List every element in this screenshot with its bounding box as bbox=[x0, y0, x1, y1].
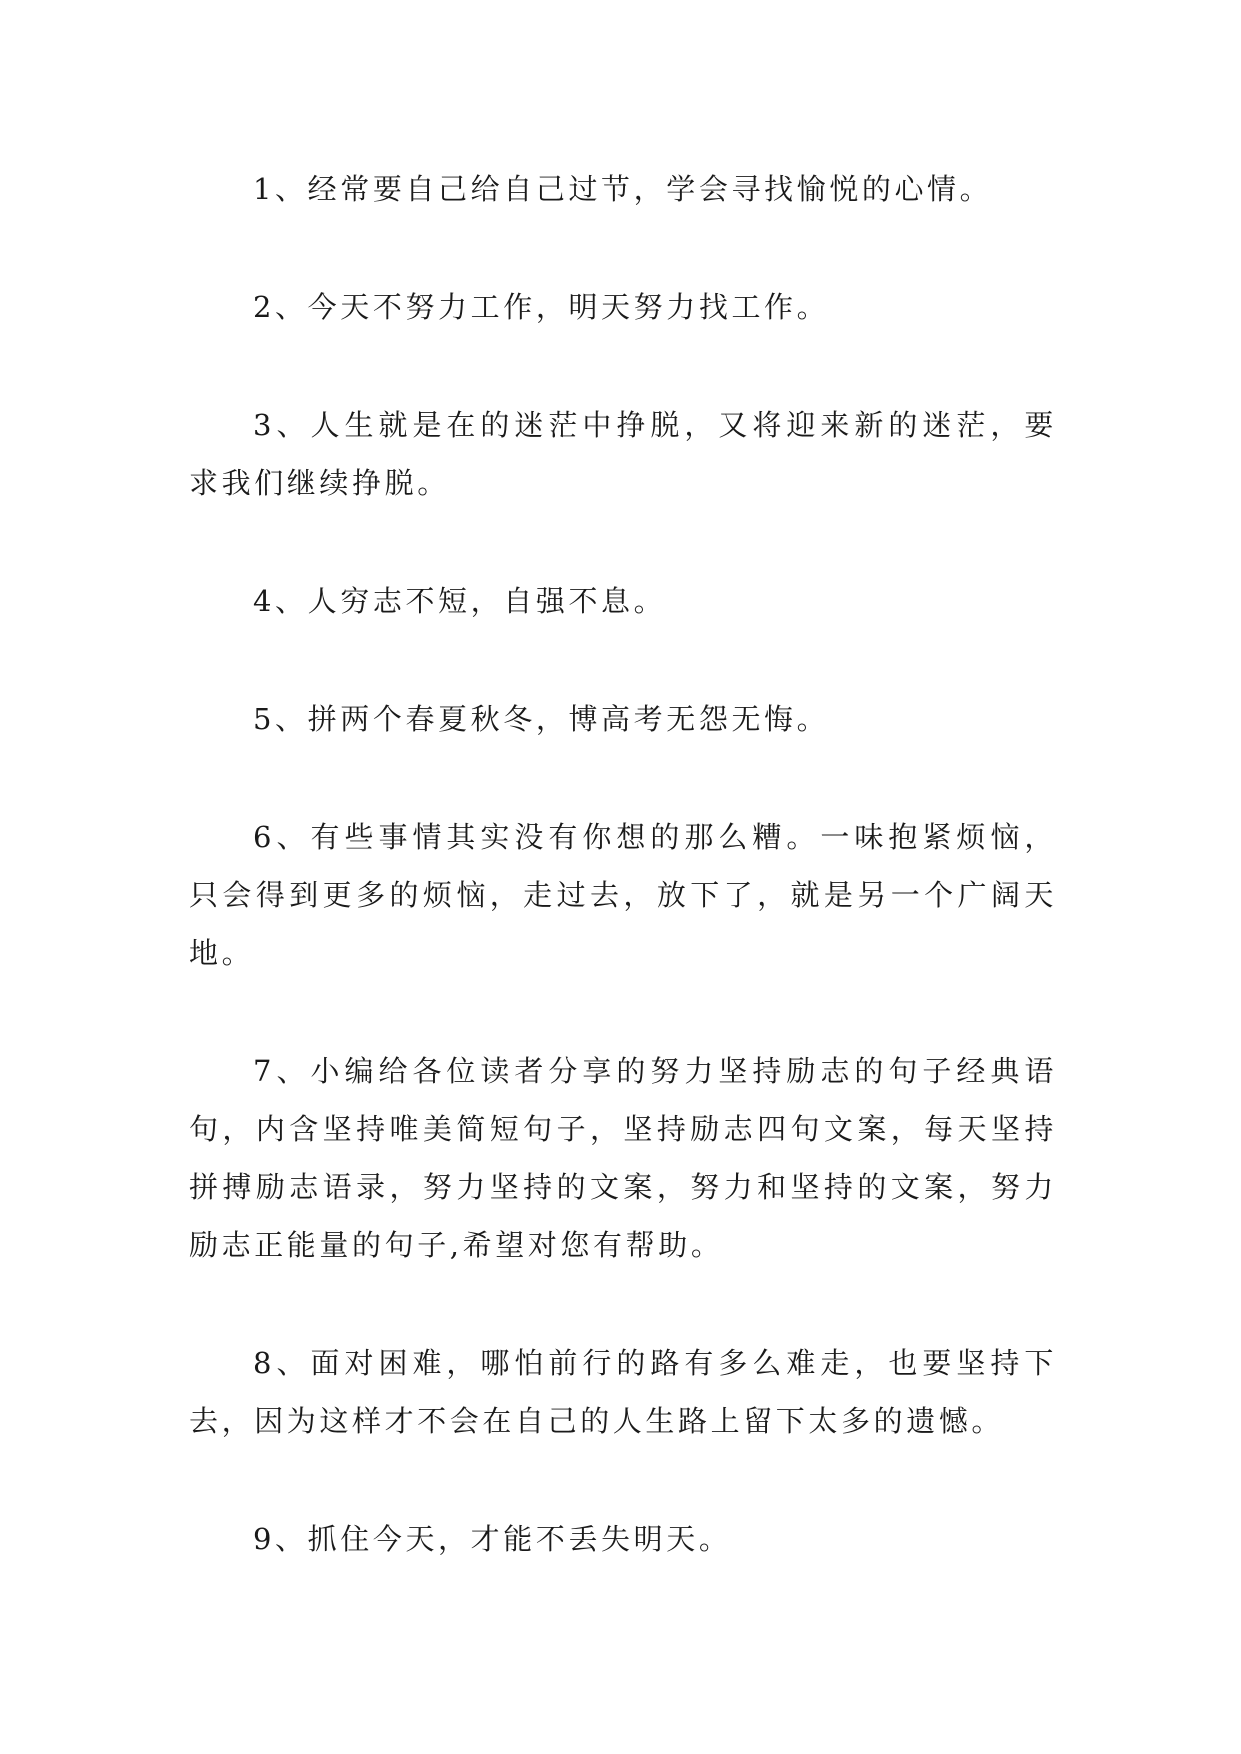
paragraph-3: 3、人生就是在的迷茫中挣脱，又将迎来新的迷茫，要求我们继续挣脱。 bbox=[189, 408, 1057, 500]
paragraph-8: 8、面对困难，哪怕前行的路有多么难走，也要坚持下去，因为这样才不会在自己的人生路上留下太多的遗憾。 bbox=[189, 1346, 1057, 1438]
paragraph-5: 5、拼两个春夏秋冬，博高考无怨无悔。 bbox=[253, 702, 830, 736]
paragraph-7: 7、小编给各位读者分享的努力坚持励志的句子经典语句，内含坚持唯美简短句子，坚持励志四句文案，每天坚持拼搏励志语录，努力坚持的文案，努力和坚持的文案，努力励志正能量的句子,希望对您有帮助。 bbox=[189, 1054, 1057, 1262]
paragraph-4: 4、人穷志不短，自强不息。 bbox=[253, 584, 667, 618]
paragraph-2: 2、今天不努力工作，明天努力找工作。 bbox=[253, 290, 830, 324]
document-body bbox=[189, 160, 1057, 1628]
paragraph-6: 6、有些事情其实没有你想的那么糟。一味抱紧烦恼，只会得到更多的烦恼，走过去，放下了，就是另一个广阔天地。 bbox=[189, 820, 1057, 970]
paragraph-9: 9、抓住今天，才能不丢失明天。 bbox=[253, 1522, 732, 1556]
paragraph-1: 1、经常要自己给自己过节，学会寻找愉悦的心情。 bbox=[253, 172, 993, 206]
